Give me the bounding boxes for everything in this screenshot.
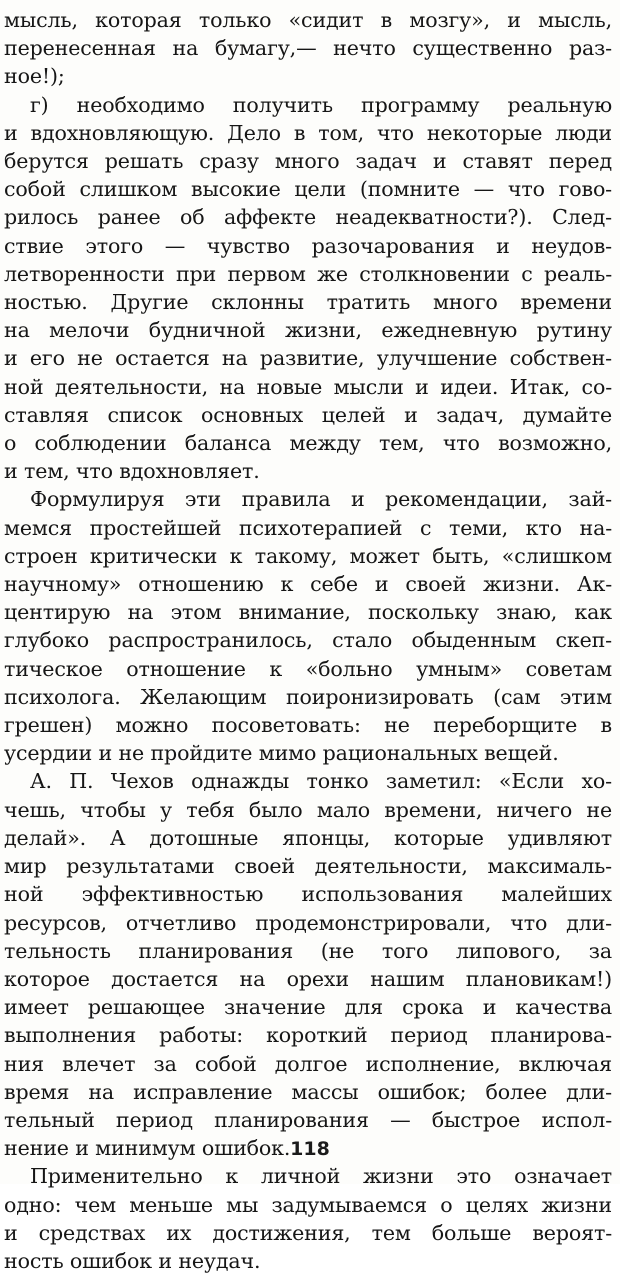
text-line: нение и минимум ошибок. <box>4 1136 291 1161</box>
text-line: строен критически к такому, может быть, «слишком <box>4 543 612 568</box>
paragraph <box>4 485 612 767</box>
paragraph <box>4 91 612 486</box>
text-line: грешен) можно посоветовать: не переборщите в <box>4 713 612 738</box>
text-line: мир результатами своей деятельности, максималь- <box>4 854 612 879</box>
body-text <box>4 6 612 1275</box>
text-line: ной деятельности, на новые мысли и идеи. Итак, со- <box>4 374 612 399</box>
text-line: психолога. Желающим поиронизировать (сам этим <box>4 684 612 709</box>
page-number: 118 <box>290 1138 330 1160</box>
text-line: рилось ранее об аффекте неадекватности?). След- <box>4 205 612 230</box>
text-line: перенесенная на бумагу,— нечто существенно раз- <box>4 36 612 61</box>
text-line: тельность планирования (не того липового, за <box>4 938 612 963</box>
text-line: на мелочи будничной жизни, ежедневную рутину <box>4 318 612 343</box>
text-line: о соблюдении баланса между тем, что возможно, <box>4 431 612 456</box>
text-line: научному» отношению к себе и своей жизни. Ак- <box>4 572 612 597</box>
text-line: ной эффективностью использования малейших <box>4 882 612 907</box>
text-line: глубоко распространилось, стало обыденным скеп- <box>4 628 612 653</box>
text-line: центирую на этом внимание, поскольку знаю, как <box>4 600 612 625</box>
text-line: летворенности при первом же столкновении с реаль- <box>4 261 612 286</box>
text-line: берутся решать сразу много задач и ставят перед <box>4 149 612 174</box>
paragraph <box>4 6 612 91</box>
paragraph <box>4 767 612 1162</box>
paragraph <box>4 1162 612 1275</box>
text-line: и его не остается на развитие, улучшение собствен- <box>4 346 612 371</box>
text-line: ставляя список основных целей и задач, думайте <box>4 402 612 427</box>
text-line: тическое отношение к «больно умным» советам <box>4 656 612 681</box>
text-line: г) необходимо получить программу реальную <box>30 92 612 117</box>
text-line: тельный период планирования — быстрое испол- <box>4 1107 612 1132</box>
text-line: ное!); <box>4 64 65 89</box>
text-line: одно: чем меньше мы задумываемся о целях жизни <box>4 1192 612 1217</box>
text-line: делай». А дотошные японцы, которые удивляют <box>4 825 612 850</box>
text-line: выполнения работы: короткий период планирова- <box>4 1023 612 1048</box>
text-line: и средствах их достижения, тем больше вероят- <box>4 1220 612 1245</box>
text-line: и вдохновляющую. Дело в том, что некоторые люди <box>4 120 612 145</box>
text-line: ресурсов, отчетливо продемонстрировали, что дли- <box>4 910 612 935</box>
text-line: ностью. Другие склонны тратить много времени <box>4 290 612 315</box>
text-line: мемся простейшей психотерапией с теми, кто на- <box>4 515 612 540</box>
text-line: А. П. Чехов однажды тонко заметил: «Если хо- <box>30 769 612 794</box>
text-line: имеет решающее значение для срока и качества <box>4 995 612 1020</box>
text-line: и тем, что вдохновляет. <box>4 459 260 484</box>
text-line: время на исправление массы ошибок; более дли- <box>4 1079 612 1104</box>
text-line: мысль, которая только «сидит в мозгу», и мысль, <box>4 8 612 32</box>
text-line: ния влечет за собой долгое исполнение, включая <box>4 1051 612 1076</box>
text-line: собой слишком высокие цели (помните — что гово- <box>4 177 612 202</box>
text-line: ствие этого — чувство разочарования и неудов- <box>4 233 612 258</box>
text-line: Применительно к личной жизни это означает <box>30 1164 612 1189</box>
text-line: усердии и не пройдите мимо рациональных вещей. <box>4 741 559 766</box>
text-line: которое достается на орехи нашим плановикам!) <box>4 966 612 991</box>
text-line: Формулируя эти правила и рекомендации, зай- <box>30 487 612 512</box>
text-line: чешь, чтобы у тебя было мало времени, ничего не <box>4 797 612 822</box>
text-line: ность ошибок и неудач. <box>4 1248 261 1273</box>
